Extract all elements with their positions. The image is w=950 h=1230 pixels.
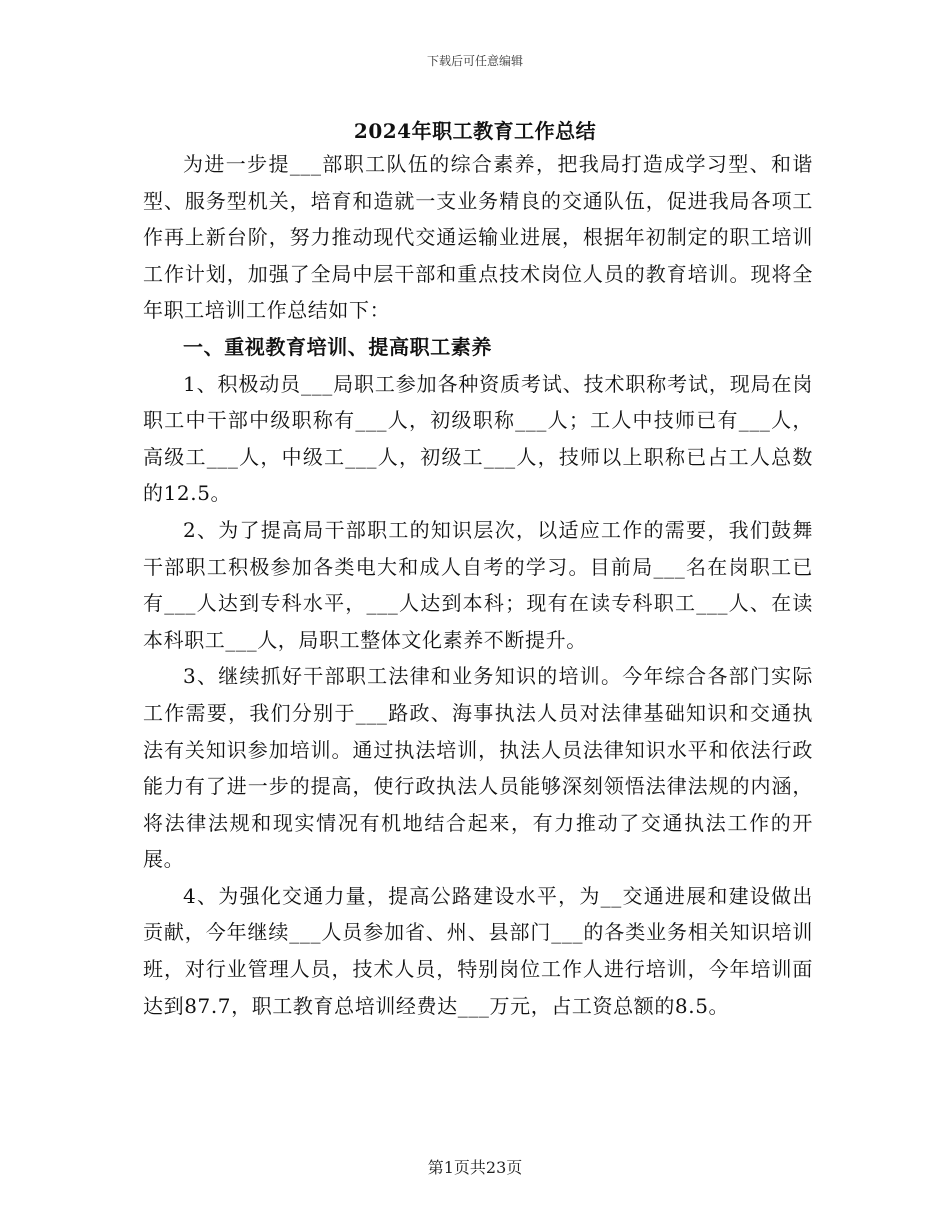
- document-body: [143, 146, 813, 1024]
- section-heading: 一、重视教育培训、提高职工素养: [183, 334, 492, 359]
- page-footer-number: 第1页共23页: [427, 1158, 523, 1177]
- body-paragraph-3: 3、继续抓好干部职工法律和业务知识的培训。今年综合各部门实际工作需要，我们分别于___路政、海事执法人员对法律基础知识和交通执法有关知识参加培训。通过执法培训，执法人员法律知识水平和依法行政能力有了进一步的提高，使行政执法人员能够深刻领悟法律法规的内涵，将法律法规和现实情况有机地结合起来，有力推动了交通执法工作的开展。: [143, 664, 813, 872]
- document-title: 2024年职工教育工作总结: [353, 119, 597, 143]
- intro-paragraph: 为进一步提___部职工队伍的综合素养，把我局打造成学习型、和谐型、服务型机关，培育和造就一支业务精良的交通队伍，促进我局各项工作再上新台阶，努力推动现代交通运输业进展，根据年初制定的职工培训工作计划，加强了全局中层干部和重点技术岗位人员的教育培训。现将全年职工培训工作总结如下：: [143, 152, 813, 323]
- body-paragraph-2: 2、为了提高局干部职工的知识层次，以适应工作的需要，我们鼓舞干部职工积极参加各类电大和成人自考的学习。目前局___名在岗职工已有___人达到专科水平，___人达到本科；现有在读专科职工___人、在读本科职工___人，局职工整体文化素养不断提升。: [143, 517, 813, 652]
- body-paragraph-4: 4、为强化交通力量，提高公路建设水平，为__交通进展和建设做出贡献，今年继续___人员参加省、州、县部门___的各类业务相关知识培训班，对行业管理人员，技术人员，特别岗位工作人进行培训，今年培训面达到87.7，职工教育总培训经费达___万元，占工资总额的8.5。: [143, 883, 813, 1018]
- body-paragraph-1: 1、积极动员___局职工参加各种资质考试、技术职称考试，现局在岗职工中干部中级职称有___人，初级职称___人；工人中技师已有___人，高级工___人，中级工___人，初级工___人，技师以上职称已占工人总数的12.5。: [143, 371, 813, 506]
- page-header-note: 下载后可任意编辑: [426, 54, 523, 68]
